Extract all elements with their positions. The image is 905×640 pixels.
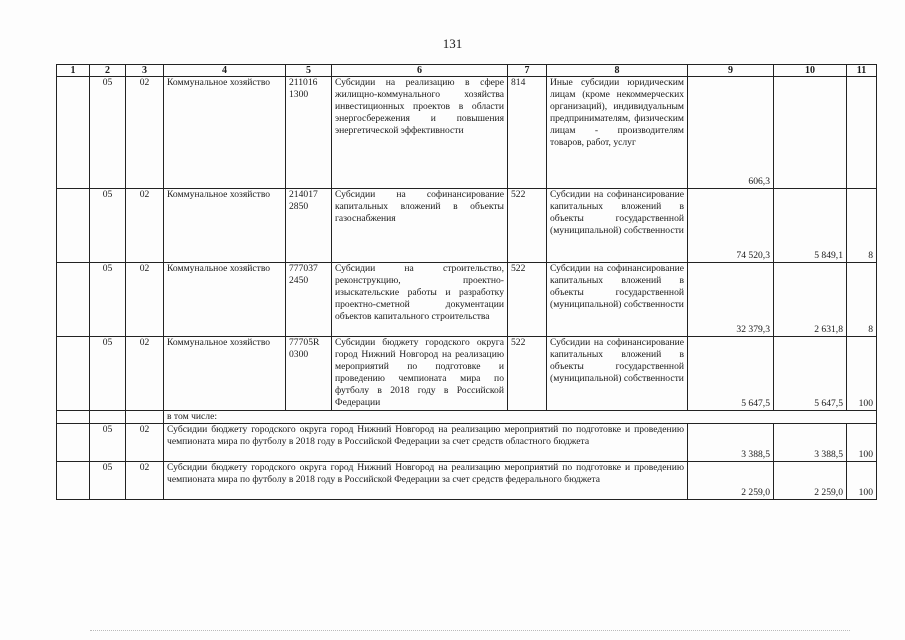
empty-cell	[126, 411, 164, 424]
subsection-code: 02	[126, 462, 164, 500]
subsection-code: 02	[126, 337, 164, 411]
expense-type-name: Субсидии на софинансирование капитальных вложений в объекты государственной (муниципальной) собственности	[547, 337, 688, 411]
empty-cell	[57, 411, 90, 424]
section-code: 05	[90, 462, 126, 500]
percent: 100	[847, 424, 877, 462]
percent: 100	[847, 462, 877, 500]
target-description: Субсидии на строительство, реконструкцию, проектно-изыскательские работы и разработку проектно-сметной документации объектов капитального строительства	[332, 263, 508, 337]
column-header: 4	[164, 65, 286, 77]
section-code: 05	[90, 77, 126, 189]
expense-type-code: 522	[508, 189, 547, 263]
target-code: 777037 2450	[286, 263, 332, 337]
amount-plan: 2 259,0	[688, 462, 774, 500]
table-row	[57, 263, 877, 337]
subsection-code: 02	[126, 77, 164, 189]
target-description: Субсидии на реализацию в сфере жилищно-коммунального хозяйства инвестиционных проектов в области энергосбережения и повышения энергетической эффективности	[332, 77, 508, 189]
table-row	[57, 77, 877, 189]
table-row	[57, 189, 877, 263]
column-header: 9	[688, 65, 774, 77]
column-header: 8	[547, 65, 688, 77]
amount-actual: 5 849,1	[774, 189, 847, 263]
empty-cell	[57, 424, 90, 462]
page-number: 131	[442, 36, 463, 51]
column-header: 2	[90, 65, 126, 77]
section-code: 05	[90, 189, 126, 263]
percent: 8	[847, 263, 877, 337]
scan-artifact-line	[90, 630, 850, 633]
amount-actual: 2 259,0	[774, 462, 847, 500]
column-header: 10	[774, 65, 847, 77]
sub-row-description: Субсидии бюджету городского округа город Нижний Новгород на реализацию мероприятий по подготовке и проведению чемпионата мира по футболу в 2018 году в Российской Федерации за счет средств федерального бюджета	[164, 462, 688, 500]
target-code: 214017 2850	[286, 189, 332, 263]
section-code: 05	[90, 337, 126, 411]
section-name: Коммунальное хозяйство	[164, 189, 286, 263]
sub-row-description: Субсидии бюджету городского округа город Нижний Новгород на реализацию мероприятий по подготовке и проведению чемпионата мира по футболу в 2018 году в Российской Федерации за счет средств областного бюджета	[164, 424, 688, 462]
sub-row	[57, 424, 877, 462]
section-code: 05	[90, 263, 126, 337]
sub-row	[57, 462, 877, 500]
amount-actual: 3 388,5	[774, 424, 847, 462]
column-header: 1	[57, 65, 90, 77]
amount-plan: 5 647,5	[688, 337, 774, 411]
target-code: 77705R 0300	[286, 337, 332, 411]
header-row	[57, 65, 877, 77]
empty-cell	[57, 77, 90, 189]
percent	[847, 77, 877, 189]
expense-type-code: 814	[508, 77, 547, 189]
column-header: 6	[332, 65, 508, 77]
amount-plan: 74 520,3	[688, 189, 774, 263]
including-row	[57, 411, 877, 424]
percent: 8	[847, 189, 877, 263]
section-name: Коммунальное хозяйство	[164, 263, 286, 337]
amount-actual: 2 631,8	[774, 263, 847, 337]
budget-table	[56, 64, 877, 500]
empty-cell	[57, 337, 90, 411]
section-name: Коммунальное хозяйство	[164, 77, 286, 189]
amount-plan: 32 379,3	[688, 263, 774, 337]
subsection-code: 02	[126, 189, 164, 263]
section-code: 05	[90, 424, 126, 462]
target-code: 211016 1300	[286, 77, 332, 189]
column-header: 11	[847, 65, 877, 77]
including-label: в том числе:	[164, 411, 877, 424]
column-header: 5	[286, 65, 332, 77]
empty-cell	[57, 189, 90, 263]
expense-type-name: Иные субсидии юридическим лицам (кроме некоммерческих организаций), индивидуальным предпринимателям, физическим лицам - производителям товаров, работ, услуг	[547, 77, 688, 189]
empty-cell	[90, 411, 126, 424]
expense-type-code: 522	[508, 337, 547, 411]
column-header: 7	[508, 65, 547, 77]
column-header: 3	[126, 65, 164, 77]
expense-type-name: Субсидии на софинансирование капитальных вложений в объекты государственной (муниципальной) собственности	[547, 263, 688, 337]
amount-plan: 3 388,5	[688, 424, 774, 462]
percent: 100	[847, 337, 877, 411]
empty-cell	[57, 462, 90, 500]
expense-type-name: Субсидии на софинансирование капитальных вложений в объекты государственной (муниципальной) собственности	[547, 189, 688, 263]
amount-actual: 5 647,5	[774, 337, 847, 411]
section-name: Коммунальное хозяйство	[164, 337, 286, 411]
subsection-code: 02	[126, 424, 164, 462]
target-description: Субсидии на софинансирование капитальных вложений в объекты газоснабжения	[332, 189, 508, 263]
amount-plan: 606,3	[688, 77, 774, 189]
table-row	[57, 337, 877, 411]
target-description: Субсидии бюджету городского округа город Нижний Новгород на реализацию мероприятий по подготовке и проведению чемпионата мира по футболу в 2018 году в Российской Федерации	[332, 337, 508, 411]
expense-type-code: 522	[508, 263, 547, 337]
empty-cell	[57, 263, 90, 337]
subsection-code: 02	[126, 263, 164, 337]
amount-actual	[774, 77, 847, 189]
